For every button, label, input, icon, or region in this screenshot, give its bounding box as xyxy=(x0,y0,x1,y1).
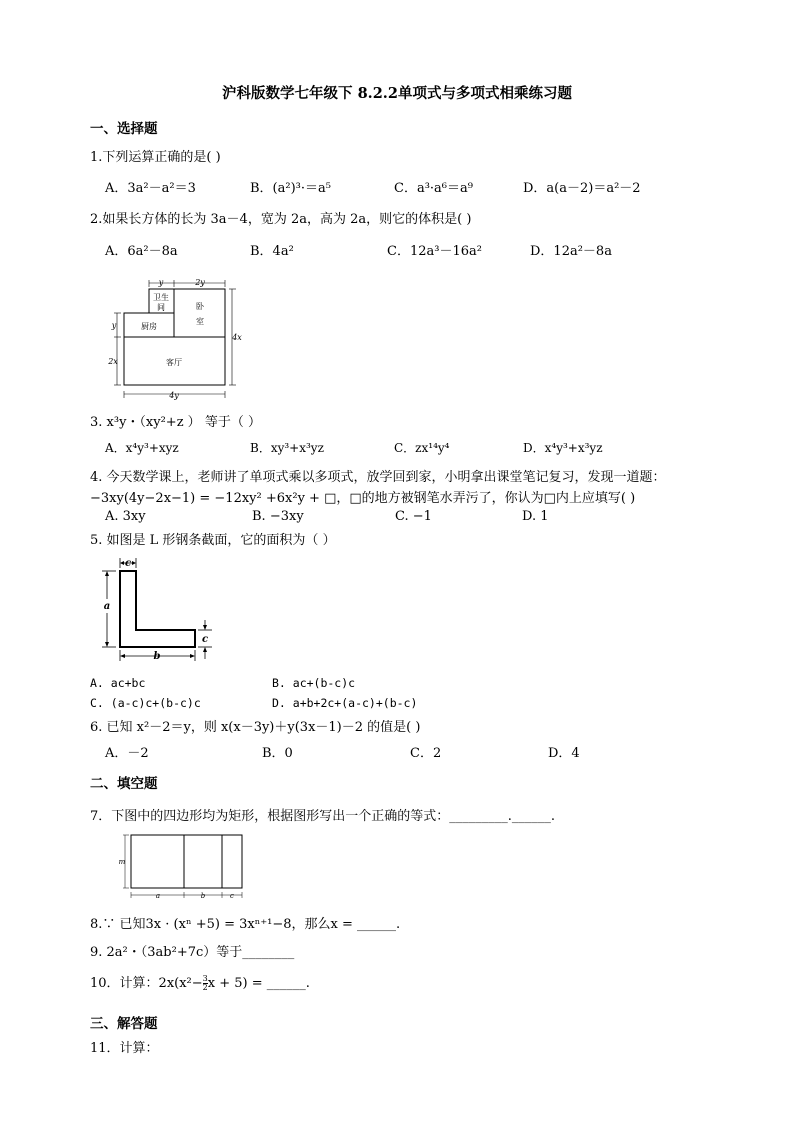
q6-option-c: C．2 xyxy=(410,746,442,761)
label-living-room: 客厅 xyxy=(166,358,182,367)
q3-option-d: D．x⁴y³+x³yz xyxy=(523,441,603,455)
floor-plan-figure xyxy=(104,274,244,400)
q6-option-d: D．4 xyxy=(548,746,580,761)
section-heading-solve: 三、解答题 xyxy=(90,1016,158,1032)
q4-option-a: A. 3xy xyxy=(105,509,146,524)
label-c: c xyxy=(230,892,234,900)
label-y-left: y xyxy=(111,321,117,330)
question-7-stem: 7．下图中的四边形均为矩形，根据图形写出一个正确的等式：_________.______. xyxy=(90,809,556,824)
q6-option-b: B．0 xyxy=(262,746,293,761)
q1-option-c: C．a³·a⁶＝a⁹ xyxy=(394,181,473,196)
label-2y-top: 2y xyxy=(195,278,205,287)
question-2-stem: 2.如果长方体的长为 3a－4，宽为 2a，高为 2a，则它的体积是( ) xyxy=(90,212,472,227)
q2-option-c: C．12a³－16a² xyxy=(387,244,482,259)
label-2x-left: 2x xyxy=(108,357,118,366)
question-4-line-1: 4. 今天数学课上，老师讲了单项式乘以多项式，放学回到家，小明拿出课堂笔记复习，发现一道题： xyxy=(90,470,666,485)
question-5-stem: 5. 如图是 L 形钢条截面，它的面积为（ ） xyxy=(90,533,336,548)
q6-option-a: A．－2 xyxy=(105,746,149,761)
l-shape-figure xyxy=(96,555,220,665)
question-8-stem: 8.∵ 已知3x · (xⁿ +5) = 3xⁿ⁺¹−8，那么x = ______. xyxy=(90,917,401,932)
q2-option-a: A．6a²－8a xyxy=(105,244,178,259)
q3-option-b: B．xy³+x³yz xyxy=(250,441,324,455)
q10-fraction-numerator: 3 xyxy=(202,974,208,983)
question-10-stem xyxy=(90,972,310,992)
q2-option-b: B．4a² xyxy=(250,244,294,259)
question-11-stem: 11．计算： xyxy=(90,1041,159,1056)
q3-option-a: A．x⁴y³+xyz xyxy=(105,441,179,455)
q5-option-a: A. ac+bc xyxy=(90,676,146,690)
q5-option-c: C. (a-c)c+(b-c)c xyxy=(90,696,201,710)
label-a: a xyxy=(155,892,161,900)
label-bathroom-2: 间 xyxy=(157,303,165,312)
page-title: 沪科版数学七年级下 8.2.2单项式与多项式相乘练习题 xyxy=(222,85,572,102)
section-heading-fill: 二、填空题 xyxy=(90,776,158,792)
q1-option-b: B．(a²)³·＝a⁵ xyxy=(250,181,331,196)
label-c-right: c xyxy=(201,634,209,645)
question-6-stem: 6. 已知 x²－2＝y，则 x(x－3y)＋y(3x－1)－2 的值是( ) xyxy=(90,720,421,735)
q2-option-d: D．12a²－8a xyxy=(530,244,612,259)
question-4-line-2: −3xy(4y−2x−1) = −12xy² +6x²y + □，□的地方被钢笔水弄污了，你认为□内上应填写( ) xyxy=(90,491,636,506)
question-9-stem: 9. 2a²・（3ab²+7c）等于________ xyxy=(90,945,295,960)
q3-option-c: C．zx¹⁴y⁴ xyxy=(394,441,450,455)
label-4y-bottom: 4y xyxy=(169,391,179,400)
label-bedroom-2: 室 xyxy=(196,317,204,326)
label-c-top: c xyxy=(124,558,132,569)
q4-option-b: B. −3xy xyxy=(252,509,304,524)
question-3-stem: 3. x³y・（xy²+z ） 等于（ ） xyxy=(90,415,261,430)
q5-option-d: D. a+b+2c+(a-c)+(b-c) xyxy=(272,696,418,710)
label-b: b xyxy=(200,892,206,900)
label-m: m xyxy=(118,858,126,866)
q10-prefix: 10．计算：2x(x²− xyxy=(90,976,203,991)
label-bathroom-1: 卫生 xyxy=(153,293,169,302)
label-y-top: y xyxy=(158,278,164,287)
q10-fraction-denominator: 2 xyxy=(202,983,208,992)
q4-option-d: D. 1 xyxy=(522,509,549,524)
label-a-left: a xyxy=(103,601,111,612)
label-4x-right: 4x xyxy=(232,333,242,342)
label-kitchen: 厨房 xyxy=(141,322,157,331)
label-bedroom-1: 卧 xyxy=(196,302,204,311)
rectangles-figure xyxy=(118,832,248,902)
section-heading-choice: 一、选择题 xyxy=(90,121,158,137)
q1-option-d: D．a(a－2)＝a²－2 xyxy=(523,181,641,196)
q1-option-a: A．3a²－a²＝3 xyxy=(105,181,196,196)
q5-option-b: B. ac+(b-c)c xyxy=(272,676,356,690)
q10-suffix: x + 5) = ______. xyxy=(207,976,310,991)
question-1-stem: 1.下列运算正确的是( ) xyxy=(90,150,221,165)
q4-option-c: C. −1 xyxy=(395,509,432,524)
label-b-bottom: b xyxy=(153,651,161,662)
